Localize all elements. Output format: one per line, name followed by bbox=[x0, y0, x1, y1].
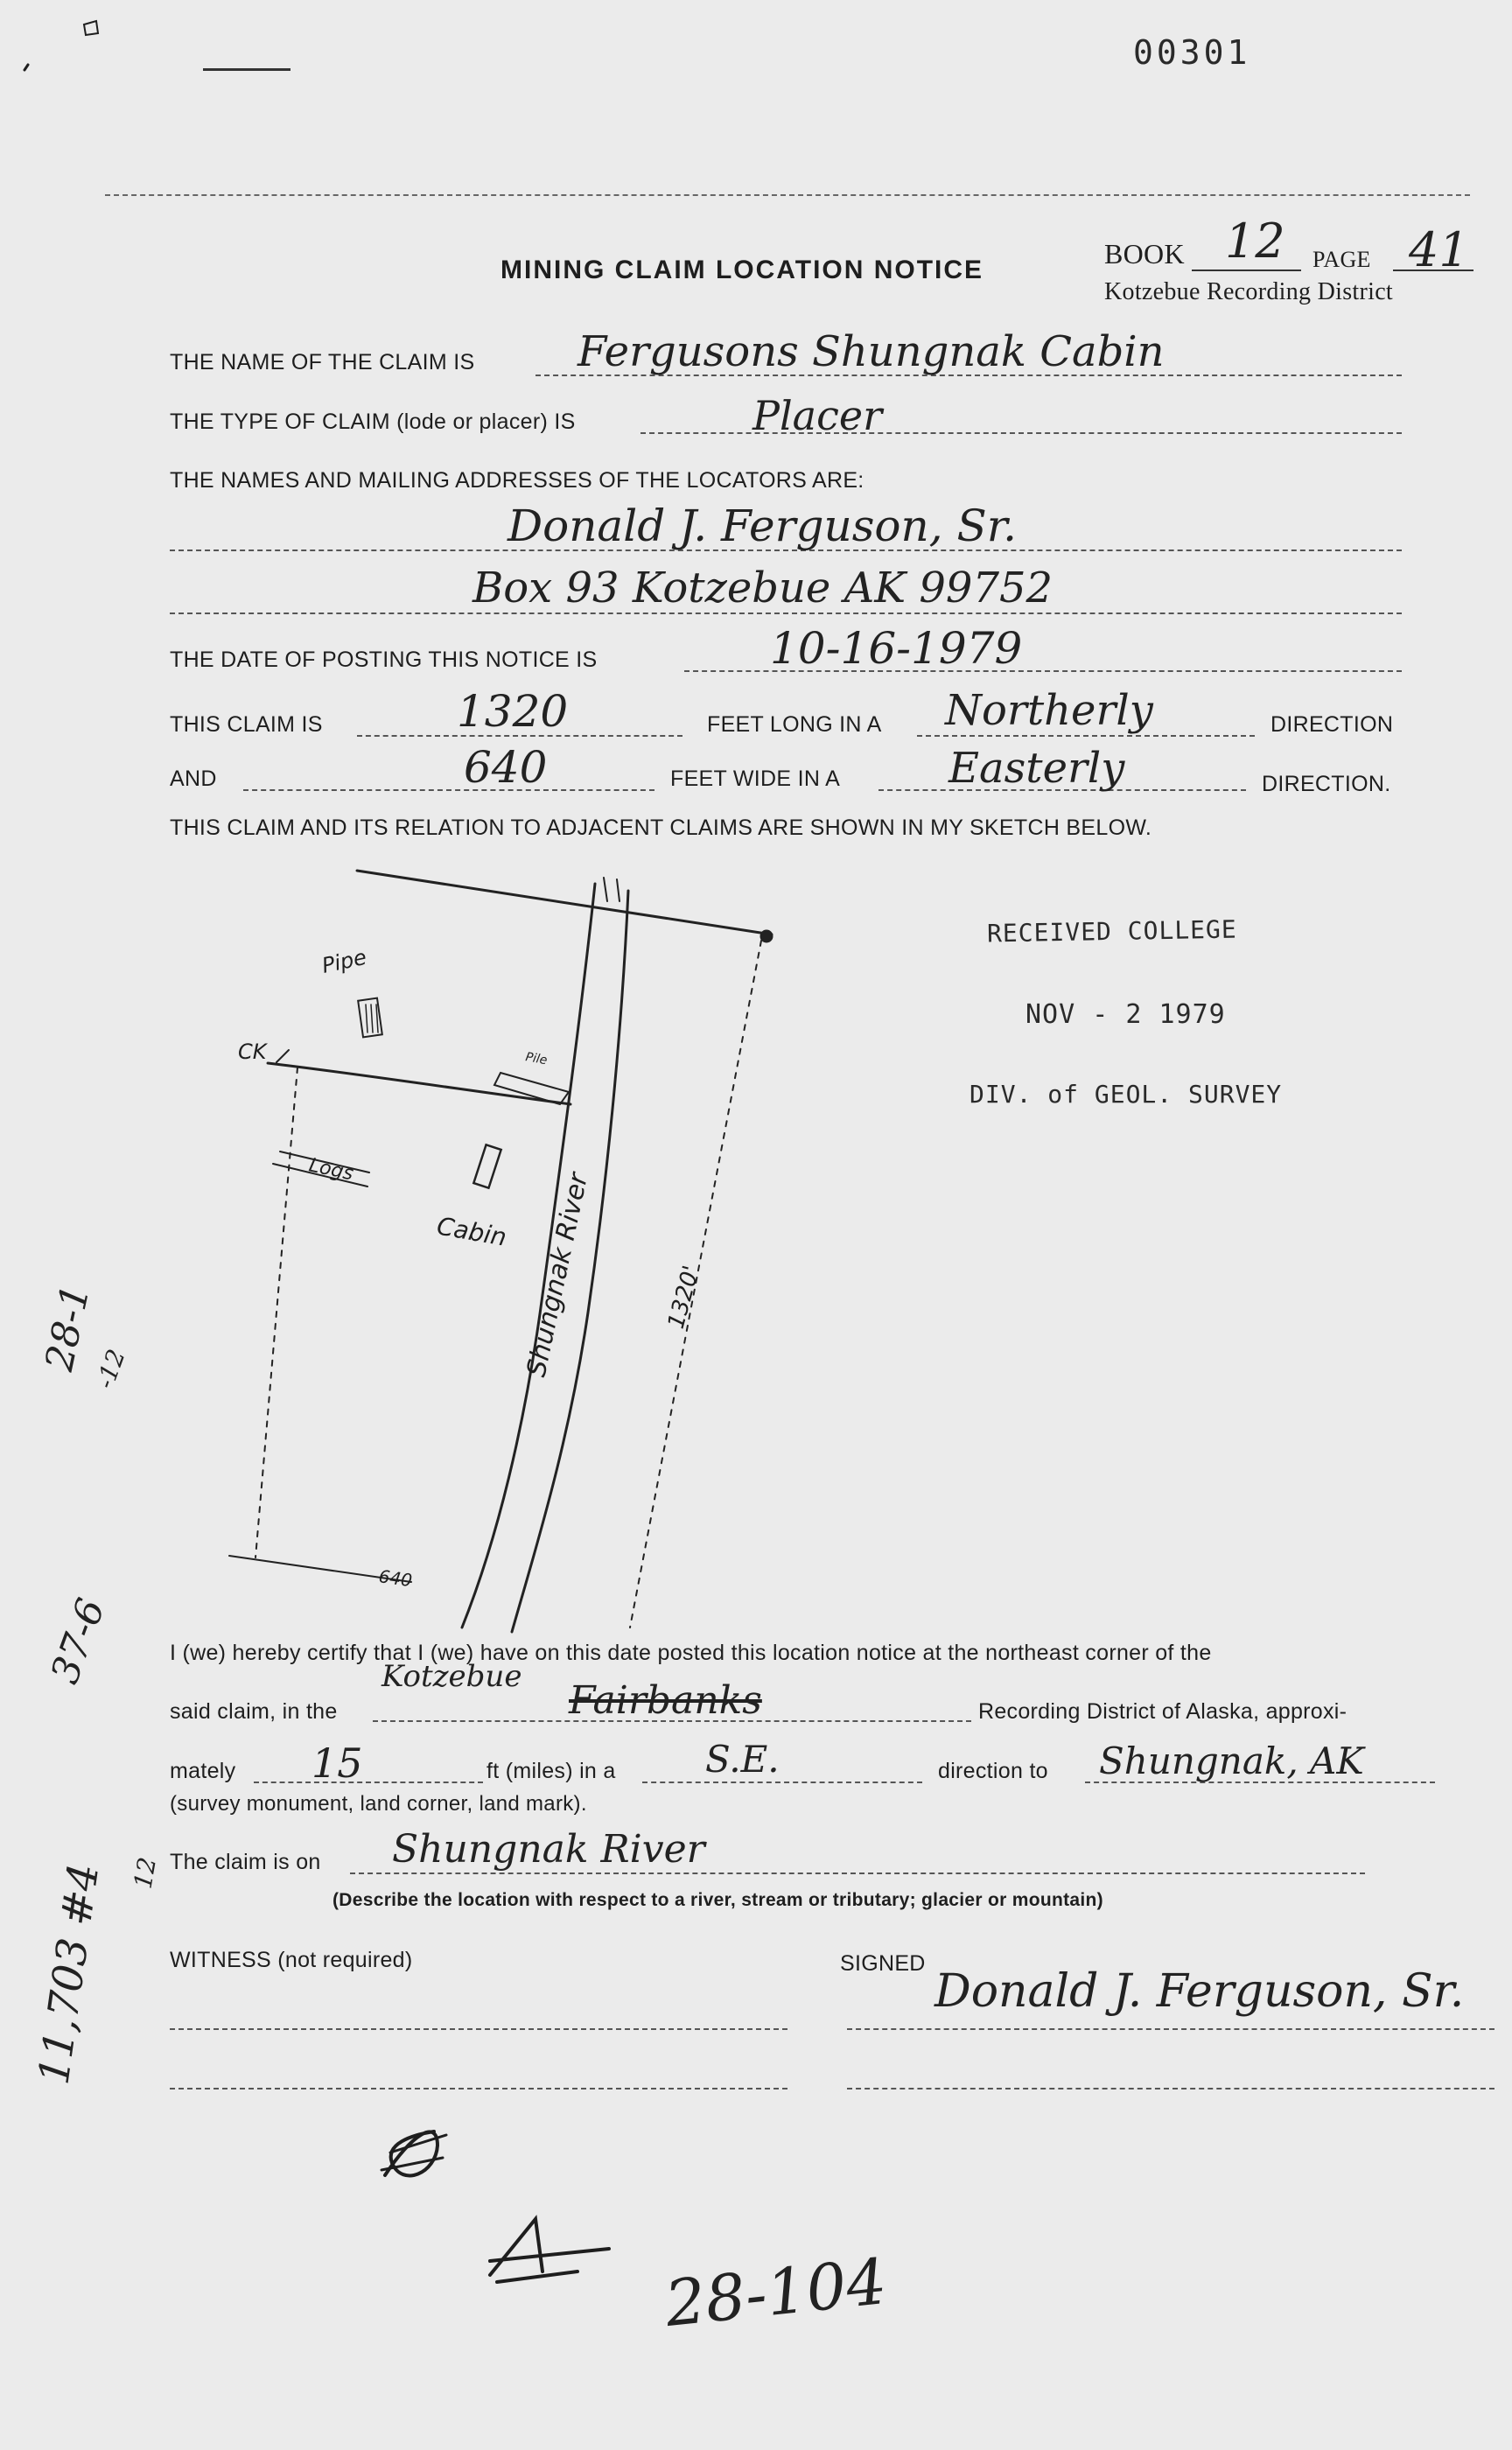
pile-label: Pile bbox=[524, 1050, 549, 1068]
describe-note: (Describe the location with respect to a river, stream or tributary; glacier or mountain) bbox=[332, 1890, 1103, 1910]
claim-type-value: Placer bbox=[752, 392, 883, 439]
recording-district-text: Recording District of Alaska, approxi- bbox=[978, 1699, 1348, 1724]
document-number: 00301 bbox=[1133, 33, 1251, 72]
mately-label: mately bbox=[170, 1759, 236, 1783]
width-label: AND bbox=[170, 766, 217, 791]
book-value: 12 bbox=[1225, 214, 1285, 269]
scribble-mark-2 bbox=[490, 2219, 609, 2282]
margin-note-3: 37-6 bbox=[42, 1592, 115, 1690]
width-direction-word: DIRECTION. bbox=[1262, 772, 1391, 796]
said-claim-label: said claim, in the bbox=[170, 1699, 338, 1724]
claim-type-label: THE TYPE OF CLAIM (lode or placer) IS bbox=[170, 410, 576, 434]
ck-label: CK bbox=[238, 1040, 267, 1064]
witness-label: WITNESS (not required) bbox=[170, 1948, 413, 1972]
stamp-received: RECEIVED COLLEGE bbox=[986, 914, 1237, 948]
direction-to-label: direction to bbox=[938, 1759, 1048, 1783]
cabin-label: Cabin bbox=[434, 1211, 509, 1252]
margin-note-2: -12 bbox=[90, 1345, 131, 1393]
district-inserted: Kotzebue bbox=[382, 1659, 522, 1694]
miles-value: 15 bbox=[312, 1740, 363, 1787]
length-value: 1320 bbox=[457, 686, 569, 737]
miles-label: ft (miles) in a bbox=[486, 1759, 616, 1783]
stamp-date: NOV - 2 1979 bbox=[1026, 999, 1226, 1030]
width-value: 640 bbox=[464, 742, 548, 793]
locator-name: Donald J. Ferguson, Sr. bbox=[508, 500, 1018, 551]
width-dir-label: FEET WIDE IN A bbox=[670, 766, 841, 791]
length-label: THIS CLAIM IS bbox=[170, 712, 323, 737]
claim-on-value: Shungnak River bbox=[392, 1827, 705, 1872]
direction-value: S.E. bbox=[705, 1738, 780, 1781]
signed-label: SIGNED bbox=[840, 1951, 926, 1976]
margin-note-4: 11,703 #4 bbox=[29, 1860, 109, 2088]
survey-note: (survey monument, land corner, land mark). bbox=[170, 1792, 587, 1816]
posting-date-label: THE DATE OF POSTING THIS NOTICE IS bbox=[170, 648, 598, 672]
page-value: 41 bbox=[1409, 222, 1469, 277]
width-direction: Easterly bbox=[948, 744, 1125, 793]
dimension-1320: 1320' bbox=[662, 1263, 705, 1332]
sketch-label: THIS CLAIM AND ITS RELATION TO ADJACENT CLAIMS ARE SHOWN IN MY SKETCH BELOW. bbox=[170, 816, 1152, 840]
claim-name-label: THE NAME OF THE CLAIM IS bbox=[170, 350, 475, 374]
claim-name-value: Fergusons Shungnak Cabin bbox=[578, 327, 1165, 376]
book-label: BOOK bbox=[1104, 238, 1185, 270]
stamp-division: DIV. of GEOL. SURVEY bbox=[970, 1080, 1283, 1109]
margin-note-1: 28-1 bbox=[37, 1280, 99, 1376]
recording-district: Kotzebue Recording District bbox=[1104, 278, 1394, 305]
certify-text: I (we) hereby certify that I (we) have on this date posted this location notice at the northeast corner of the bbox=[170, 1641, 1212, 1665]
district-struck: Fairbanks bbox=[569, 1678, 762, 1723]
locators-label: THE NAMES AND MAILING ADDRESSES OF THE LOCATORS ARE: bbox=[170, 468, 864, 493]
length-direction: Northerly bbox=[945, 686, 1153, 735]
margin-note-5: 12 bbox=[128, 1855, 163, 1891]
corner-speck bbox=[84, 21, 98, 35]
landmark-value: Shungnak, AK bbox=[1099, 1740, 1364, 1782]
page-title: MINING CLAIM LOCATION NOTICE bbox=[500, 256, 984, 284]
length-dir-label: FEET LONG IN A bbox=[707, 712, 882, 737]
posting-date-value: 10-16-1979 bbox=[770, 623, 1023, 674]
margin-note-6: 28-104 bbox=[662, 2244, 891, 2342]
dimension-640: 640 bbox=[377, 1565, 414, 1592]
pipe-label: Pipe bbox=[319, 944, 369, 978]
claim-on-label: The claim is on bbox=[170, 1850, 321, 1874]
signature-value: Donald J. Ferguson, Sr. bbox=[934, 1965, 1465, 2018]
river-label: Shungnak River bbox=[521, 1170, 595, 1380]
corner-mark bbox=[24, 65, 28, 70]
page-label: PAGE bbox=[1312, 247, 1371, 272]
logs-label: Logs bbox=[306, 1154, 355, 1186]
length-direction-word: DIRECTION bbox=[1270, 712, 1394, 737]
locator-address: Box 93 Kotzebue AK 99752 bbox=[472, 564, 1054, 612]
